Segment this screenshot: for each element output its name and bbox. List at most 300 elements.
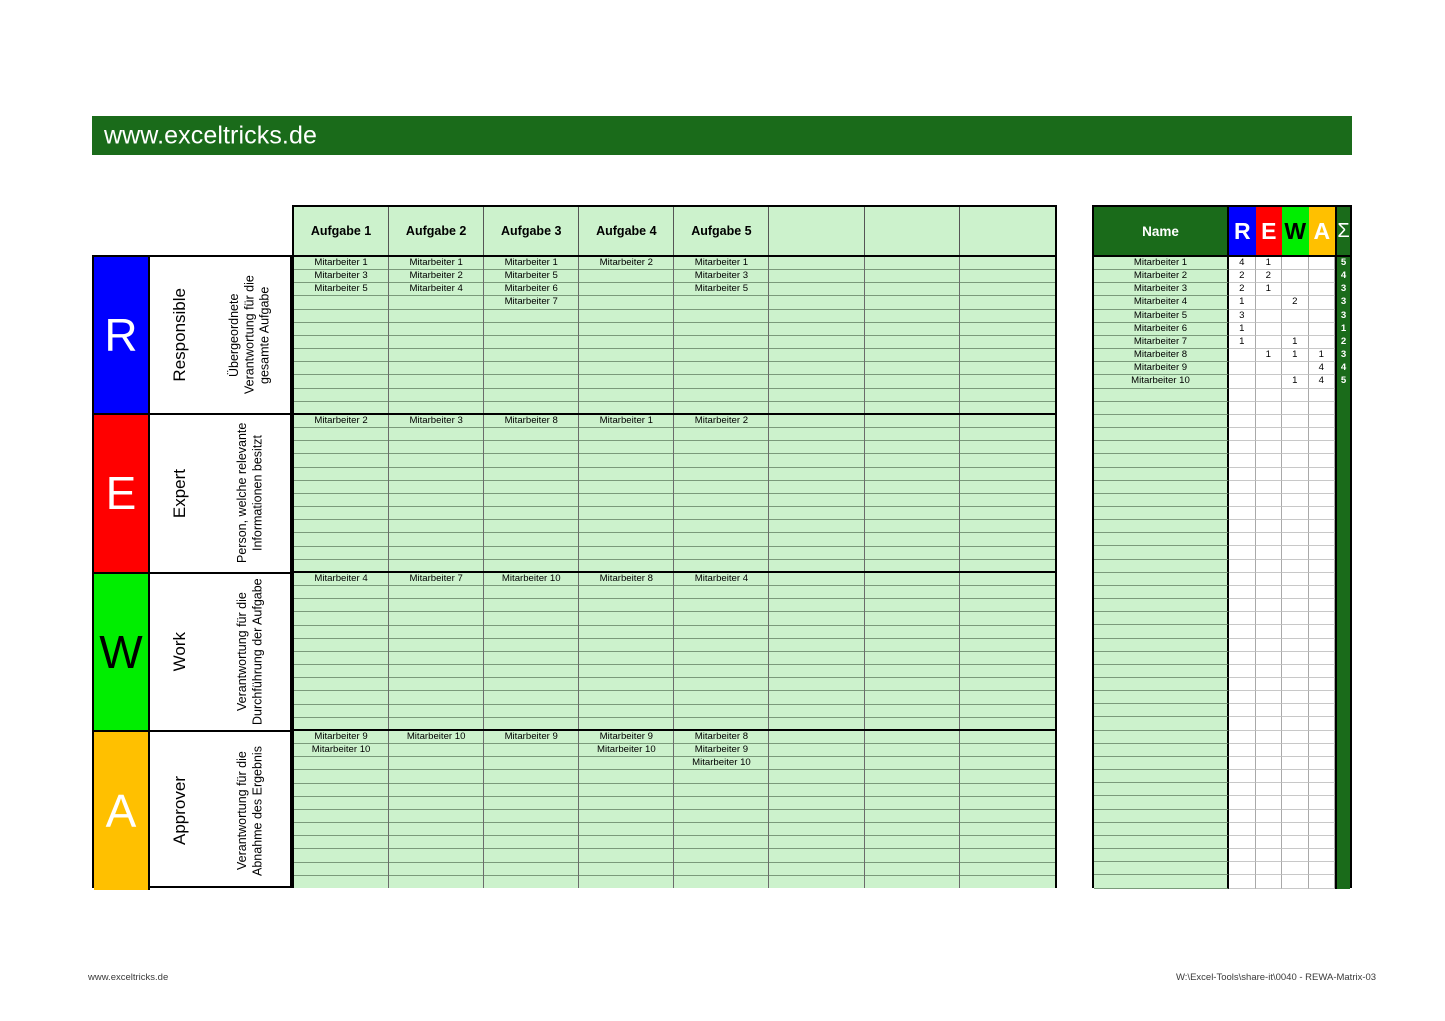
summary-cell-r[interactable] [1229, 823, 1256, 836]
summary-cell-e[interactable] [1256, 481, 1283, 494]
matrix-cell[interactable] [865, 639, 959, 652]
summary-cell-a[interactable] [1309, 257, 1336, 270]
summary-cell-w[interactable] [1282, 533, 1309, 546]
matrix-cell[interactable] [865, 481, 959, 494]
matrix-cell[interactable] [865, 547, 959, 560]
matrix-cell[interactable] [674, 678, 768, 691]
matrix-cell[interactable] [674, 810, 768, 823]
summary-cell-r[interactable] [1229, 770, 1256, 783]
summary-cell-e[interactable] [1256, 810, 1283, 823]
matrix-cell[interactable] [674, 863, 768, 876]
matrix-cell[interactable] [484, 481, 578, 494]
summary-cell-name[interactable]: Mitarbeiter 6 [1094, 323, 1229, 336]
summary-cell-name[interactable]: Mitarbeiter 10 [1094, 375, 1229, 388]
matrix-cell[interactable] [769, 573, 863, 586]
summary-cell-r[interactable] [1229, 546, 1256, 559]
matrix-cell[interactable] [960, 428, 1055, 441]
matrix-cell[interactable] [865, 718, 959, 731]
matrix-cell[interactable] [865, 468, 959, 481]
summary-cell-w[interactable] [1282, 849, 1309, 862]
matrix-cell[interactable]: Mitarbeiter 2 [389, 270, 483, 283]
matrix-cell[interactable] [389, 428, 483, 441]
summary-cell-w[interactable] [1282, 481, 1309, 494]
matrix-cell[interactable] [960, 375, 1055, 388]
matrix-cell[interactable] [579, 520, 673, 533]
matrix-cell[interactable] [865, 257, 959, 270]
matrix-cell[interactable] [865, 560, 959, 573]
matrix-cell[interactable] [960, 691, 1055, 704]
matrix-cell[interactable] [960, 507, 1055, 520]
matrix-cell[interactable] [389, 797, 483, 810]
matrix-cell[interactable] [769, 415, 863, 428]
matrix-cell[interactable] [389, 468, 483, 481]
matrix-cell[interactable] [674, 705, 768, 718]
matrix-cell[interactable] [389, 533, 483, 546]
summary-cell-e[interactable] [1256, 783, 1283, 796]
matrix-cell[interactable] [674, 533, 768, 546]
summary-cell-w[interactable] [1282, 862, 1309, 875]
matrix-cell[interactable] [960, 283, 1055, 296]
summary-cell-e[interactable]: 1 [1256, 257, 1283, 270]
summary-cell-e[interactable] [1256, 639, 1283, 652]
summary-cell-e[interactable] [1256, 691, 1283, 704]
summary-cell-a[interactable] [1309, 796, 1336, 809]
matrix-cell[interactable] [484, 336, 578, 349]
summary-cell-a[interactable] [1309, 494, 1336, 507]
matrix-cell[interactable] [294, 718, 388, 731]
matrix-cell[interactable] [865, 810, 959, 823]
matrix-cell[interactable] [389, 336, 483, 349]
summary-cell-name[interactable] [1094, 546, 1229, 559]
matrix-cell[interactable]: Mitarbeiter 8 [484, 415, 578, 428]
summary-cell-r[interactable] [1229, 494, 1256, 507]
matrix-cell[interactable] [294, 876, 388, 889]
matrix-cell[interactable] [865, 863, 959, 876]
summary-cell-w[interactable] [1282, 810, 1309, 823]
summary-cell-r[interactable] [1229, 402, 1256, 415]
matrix-cell[interactable]: Mitarbeiter 2 [294, 415, 388, 428]
summary-cell-w[interactable] [1282, 744, 1309, 757]
matrix-cell[interactable] [484, 507, 578, 520]
matrix-cell[interactable] [960, 415, 1055, 428]
matrix-cell[interactable]: Mitarbeiter 7 [484, 296, 578, 309]
matrix-cell[interactable] [865, 599, 959, 612]
summary-cell-e[interactable] [1256, 823, 1283, 836]
matrix-cell[interactable] [294, 494, 388, 507]
matrix-cell[interactable] [484, 863, 578, 876]
matrix-cell[interactable] [484, 770, 578, 783]
matrix-cell[interactable] [865, 323, 959, 336]
matrix-cell[interactable] [865, 362, 959, 375]
matrix-cell[interactable]: Mitarbeiter 3 [389, 415, 483, 428]
matrix-cell[interactable] [769, 665, 863, 678]
matrix-cell[interactable] [294, 428, 388, 441]
summary-cell-r[interactable]: 3 [1229, 310, 1256, 323]
matrix-cell[interactable] [674, 468, 768, 481]
matrix-cell[interactable] [389, 494, 483, 507]
matrix-cell[interactable] [579, 612, 673, 625]
matrix-cell[interactable] [960, 599, 1055, 612]
summary-cell-name[interactable] [1094, 428, 1229, 441]
matrix-cell[interactable] [960, 770, 1055, 783]
matrix-cell[interactable] [294, 757, 388, 770]
matrix-cell[interactable] [960, 823, 1055, 836]
matrix-cell[interactable] [674, 665, 768, 678]
summary-cell-a[interactable] [1309, 323, 1336, 336]
matrix-cell[interactable] [389, 691, 483, 704]
matrix-cell[interactable] [389, 454, 483, 467]
matrix-cell[interactable] [484, 310, 578, 323]
summary-cell-w[interactable] [1282, 731, 1309, 744]
summary-cell-e[interactable] [1256, 875, 1283, 888]
matrix-cell[interactable] [389, 784, 483, 797]
summary-cell-e[interactable] [1256, 533, 1283, 546]
matrix-cell[interactable] [865, 665, 959, 678]
matrix-cell[interactable] [865, 797, 959, 810]
matrix-cell[interactable] [294, 784, 388, 797]
summary-cell-r[interactable] [1229, 586, 1256, 599]
matrix-cell[interactable] [769, 547, 863, 560]
summary-cell-w[interactable] [1282, 652, 1309, 665]
matrix-cell[interactable] [674, 336, 768, 349]
matrix-cell[interactable] [294, 560, 388, 573]
matrix-cell[interactable]: Mitarbeiter 3 [294, 270, 388, 283]
summary-cell-r[interactable] [1229, 349, 1256, 362]
summary-cell-w[interactable] [1282, 257, 1309, 270]
matrix-cell[interactable] [674, 402, 768, 415]
matrix-cell[interactable] [389, 481, 483, 494]
summary-cell-name[interactable] [1094, 533, 1229, 546]
summary-cell-r[interactable] [1229, 612, 1256, 625]
matrix-cell[interactable] [769, 770, 863, 783]
summary-cell-a[interactable] [1309, 849, 1336, 862]
summary-cell-e[interactable] [1256, 494, 1283, 507]
summary-cell-name[interactable] [1094, 520, 1229, 533]
matrix-cell[interactable] [579, 323, 673, 336]
summary-cell-e[interactable] [1256, 862, 1283, 875]
matrix-cell[interactable] [579, 849, 673, 862]
matrix-cell[interactable] [769, 586, 863, 599]
matrix-cell[interactable] [389, 612, 483, 625]
matrix-cell[interactable] [960, 876, 1055, 889]
summary-cell-a[interactable] [1309, 823, 1336, 836]
matrix-cell[interactable] [579, 468, 673, 481]
summary-cell-a[interactable] [1309, 389, 1336, 402]
matrix-cell[interactable] [674, 428, 768, 441]
matrix-cell[interactable] [865, 744, 959, 757]
summary-cell-r[interactable] [1229, 468, 1256, 481]
matrix-cell[interactable] [389, 705, 483, 718]
summary-cell-e[interactable]: 1 [1256, 349, 1283, 362]
summary-cell-w[interactable] [1282, 494, 1309, 507]
matrix-cell[interactable] [769, 468, 863, 481]
summary-cell-name[interactable]: Mitarbeiter 4 [1094, 296, 1229, 309]
summary-cell-w[interactable] [1282, 717, 1309, 730]
matrix-cell[interactable] [389, 876, 483, 889]
matrix-cell[interactable] [960, 533, 1055, 546]
summary-cell-r[interactable]: 1 [1229, 323, 1256, 336]
matrix-cell[interactable] [579, 797, 673, 810]
matrix-cell[interactable] [294, 362, 388, 375]
matrix-cell[interactable] [484, 797, 578, 810]
summary-cell-e[interactable] [1256, 323, 1283, 336]
matrix-cell[interactable] [674, 718, 768, 731]
matrix-cell[interactable] [865, 494, 959, 507]
matrix-cell[interactable] [294, 836, 388, 849]
summary-cell-r[interactable] [1229, 678, 1256, 691]
matrix-cell[interactable] [484, 876, 578, 889]
matrix-cell[interactable] [579, 784, 673, 797]
matrix-cell[interactable]: Mitarbeiter 5 [294, 283, 388, 296]
matrix-cell[interactable] [484, 784, 578, 797]
matrix-cell[interactable] [389, 770, 483, 783]
summary-cell-w[interactable] [1282, 783, 1309, 796]
matrix-cell[interactable] [389, 310, 483, 323]
summary-cell-r[interactable] [1229, 507, 1256, 520]
summary-cell-e[interactable] [1256, 612, 1283, 625]
summary-cell-w[interactable] [1282, 823, 1309, 836]
summary-cell-r[interactable] [1229, 691, 1256, 704]
summary-cell-name[interactable] [1094, 599, 1229, 612]
matrix-cell[interactable] [674, 797, 768, 810]
matrix-cell[interactable] [484, 586, 578, 599]
matrix-cell[interactable] [769, 533, 863, 546]
summary-cell-name[interactable] [1094, 468, 1229, 481]
summary-cell-r[interactable] [1229, 704, 1256, 717]
matrix-cell[interactable] [294, 520, 388, 533]
matrix-cell[interactable] [769, 389, 863, 402]
matrix-cell[interactable] [960, 481, 1055, 494]
summary-cell-w[interactable]: 1 [1282, 336, 1309, 349]
matrix-cell[interactable] [865, 349, 959, 362]
matrix-cell[interactable] [579, 770, 673, 783]
matrix-cell[interactable] [484, 599, 578, 612]
matrix-cell[interactable] [484, 626, 578, 639]
summary-cell-name[interactable] [1094, 402, 1229, 415]
matrix-cell[interactable] [960, 296, 1055, 309]
summary-cell-name[interactable] [1094, 494, 1229, 507]
matrix-cell[interactable]: Mitarbeiter 7 [389, 573, 483, 586]
summary-cell-a[interactable] [1309, 836, 1336, 849]
matrix-cell[interactable]: Mitarbeiter 1 [389, 257, 483, 270]
matrix-cell[interactable]: Mitarbeiter 10 [579, 744, 673, 757]
matrix-cell[interactable] [579, 560, 673, 573]
matrix-cell[interactable] [294, 770, 388, 783]
matrix-cell[interactable] [769, 323, 863, 336]
matrix-cell[interactable] [294, 678, 388, 691]
matrix-cell[interactable]: Mitarbeiter 9 [674, 744, 768, 757]
matrix-cell[interactable] [865, 849, 959, 862]
summary-cell-w[interactable] [1282, 757, 1309, 770]
matrix-cell[interactable] [865, 533, 959, 546]
summary-cell-w[interactable] [1282, 402, 1309, 415]
summary-cell-a[interactable] [1309, 744, 1336, 757]
summary-cell-a[interactable] [1309, 875, 1336, 888]
matrix-cell[interactable]: Mitarbeiter 10 [389, 731, 483, 744]
summary-cell-e[interactable] [1256, 415, 1283, 428]
matrix-cell[interactable]: Mitarbeiter 9 [294, 731, 388, 744]
summary-cell-name[interactable] [1094, 560, 1229, 573]
summary-cell-w[interactable] [1282, 468, 1309, 481]
matrix-cell[interactable] [389, 836, 483, 849]
matrix-cell[interactable] [865, 731, 959, 744]
matrix-cell[interactable] [484, 547, 578, 560]
matrix-cell[interactable] [484, 428, 578, 441]
matrix-cell[interactable] [389, 547, 483, 560]
summary-cell-name[interactable] [1094, 441, 1229, 454]
summary-cell-name[interactable] [1094, 652, 1229, 665]
summary-cell-e[interactable] [1256, 586, 1283, 599]
matrix-cell[interactable] [674, 849, 768, 862]
matrix-cell[interactable] [294, 454, 388, 467]
matrix-cell[interactable] [484, 665, 578, 678]
summary-cell-r[interactable] [1229, 875, 1256, 888]
summary-cell-name[interactable] [1094, 744, 1229, 757]
summary-cell-name[interactable] [1094, 481, 1229, 494]
summary-cell-a[interactable] [1309, 691, 1336, 704]
matrix-cell[interactable] [579, 810, 673, 823]
matrix-cell[interactable] [389, 718, 483, 731]
matrix-cell[interactable] [579, 823, 673, 836]
matrix-cell[interactable] [674, 836, 768, 849]
matrix-cell[interactable] [389, 389, 483, 402]
matrix-cell[interactable] [294, 349, 388, 362]
matrix-cell[interactable]: Mitarbeiter 5 [484, 270, 578, 283]
summary-cell-w[interactable] [1282, 875, 1309, 888]
summary-cell-a[interactable] [1309, 704, 1336, 717]
summary-cell-name[interactable]: Mitarbeiter 7 [1094, 336, 1229, 349]
summary-cell-e[interactable] [1256, 389, 1283, 402]
matrix-cell[interactable] [389, 863, 483, 876]
summary-cell-e[interactable] [1256, 560, 1283, 573]
matrix-cell[interactable] [579, 652, 673, 665]
matrix-cell[interactable] [960, 349, 1055, 362]
summary-cell-name[interactable] [1094, 731, 1229, 744]
matrix-cell[interactable] [769, 428, 863, 441]
summary-cell-r[interactable] [1229, 744, 1256, 757]
matrix-cell[interactable] [865, 626, 959, 639]
matrix-cell[interactable] [389, 441, 483, 454]
matrix-cell[interactable] [960, 573, 1055, 586]
matrix-cell[interactable] [769, 560, 863, 573]
matrix-cell[interactable] [674, 520, 768, 533]
matrix-cell[interactable] [294, 612, 388, 625]
summary-cell-w[interactable] [1282, 441, 1309, 454]
summary-cell-a[interactable] [1309, 770, 1336, 783]
matrix-cell[interactable] [960, 784, 1055, 797]
summary-cell-e[interactable] [1256, 652, 1283, 665]
matrix-cell[interactable] [579, 599, 673, 612]
summary-cell-e[interactable] [1256, 310, 1283, 323]
summary-cell-name[interactable] [1094, 875, 1229, 888]
matrix-cell[interactable] [960, 731, 1055, 744]
matrix-cell[interactable] [389, 296, 483, 309]
summary-cell-name[interactable] [1094, 415, 1229, 428]
matrix-cell[interactable] [294, 863, 388, 876]
matrix-cell[interactable]: Mitarbeiter 6 [484, 283, 578, 296]
matrix-cell[interactable] [389, 626, 483, 639]
matrix-cell[interactable] [294, 639, 388, 652]
summary-cell-w[interactable] [1282, 836, 1309, 849]
matrix-cell[interactable] [579, 336, 673, 349]
summary-cell-w[interactable]: 1 [1282, 375, 1309, 388]
summary-cell-w[interactable] [1282, 507, 1309, 520]
matrix-cell[interactable] [865, 375, 959, 388]
matrix-cell[interactable] [294, 823, 388, 836]
matrix-cell[interactable] [865, 283, 959, 296]
summary-cell-a[interactable] [1309, 757, 1336, 770]
matrix-cell[interactable] [769, 836, 863, 849]
summary-cell-w[interactable] [1282, 639, 1309, 652]
matrix-cell[interactable] [484, 612, 578, 625]
summary-cell-r[interactable] [1229, 441, 1256, 454]
matrix-cell[interactable] [674, 560, 768, 573]
matrix-cell[interactable] [674, 626, 768, 639]
matrix-cell[interactable] [865, 691, 959, 704]
summary-cell-r[interactable] [1229, 862, 1256, 875]
matrix-cell[interactable] [769, 336, 863, 349]
summary-cell-e[interactable] [1256, 468, 1283, 481]
summary-cell-r[interactable] [1229, 599, 1256, 612]
summary-cell-r[interactable] [1229, 796, 1256, 809]
summary-cell-e[interactable] [1256, 704, 1283, 717]
matrix-cell[interactable] [674, 691, 768, 704]
matrix-cell[interactable] [674, 823, 768, 836]
matrix-cell[interactable] [579, 389, 673, 402]
summary-cell-e[interactable] [1256, 599, 1283, 612]
matrix-cell[interactable] [674, 784, 768, 797]
matrix-cell[interactable] [674, 349, 768, 362]
matrix-cell[interactable] [960, 626, 1055, 639]
summary-cell-a[interactable] [1309, 862, 1336, 875]
matrix-cell[interactable] [389, 652, 483, 665]
matrix-cell[interactable] [484, 389, 578, 402]
matrix-cell[interactable] [579, 836, 673, 849]
matrix-cell[interactable] [579, 547, 673, 560]
summary-cell-w[interactable] [1282, 323, 1309, 336]
matrix-cell[interactable] [960, 639, 1055, 652]
matrix-cell[interactable] [294, 323, 388, 336]
matrix-cell[interactable] [865, 336, 959, 349]
summary-cell-name[interactable] [1094, 625, 1229, 638]
summary-cell-name[interactable] [1094, 678, 1229, 691]
matrix-cell[interactable] [960, 454, 1055, 467]
matrix-cell[interactable] [769, 441, 863, 454]
matrix-cell[interactable] [769, 810, 863, 823]
summary-cell-name[interactable] [1094, 573, 1229, 586]
matrix-cell[interactable] [389, 586, 483, 599]
matrix-cell[interactable] [769, 784, 863, 797]
matrix-cell[interactable] [389, 323, 483, 336]
summary-cell-w[interactable] [1282, 573, 1309, 586]
summary-cell-r[interactable] [1229, 757, 1256, 770]
matrix-cell[interactable] [769, 705, 863, 718]
summary-cell-w[interactable] [1282, 389, 1309, 402]
matrix-cell[interactable] [294, 310, 388, 323]
summary-cell-e[interactable]: 1 [1256, 283, 1283, 296]
summary-cell-a[interactable] [1309, 270, 1336, 283]
matrix-cell[interactable] [674, 770, 768, 783]
matrix-cell[interactable] [960, 257, 1055, 270]
summary-cell-w[interactable] [1282, 691, 1309, 704]
matrix-cell[interactable]: Mitarbeiter 4 [294, 573, 388, 586]
matrix-cell[interactable] [865, 454, 959, 467]
matrix-cell[interactable] [579, 454, 673, 467]
matrix-cell[interactable] [674, 323, 768, 336]
matrix-cell[interactable] [484, 836, 578, 849]
matrix-cell[interactable] [579, 691, 673, 704]
summary-cell-r[interactable]: 2 [1229, 283, 1256, 296]
